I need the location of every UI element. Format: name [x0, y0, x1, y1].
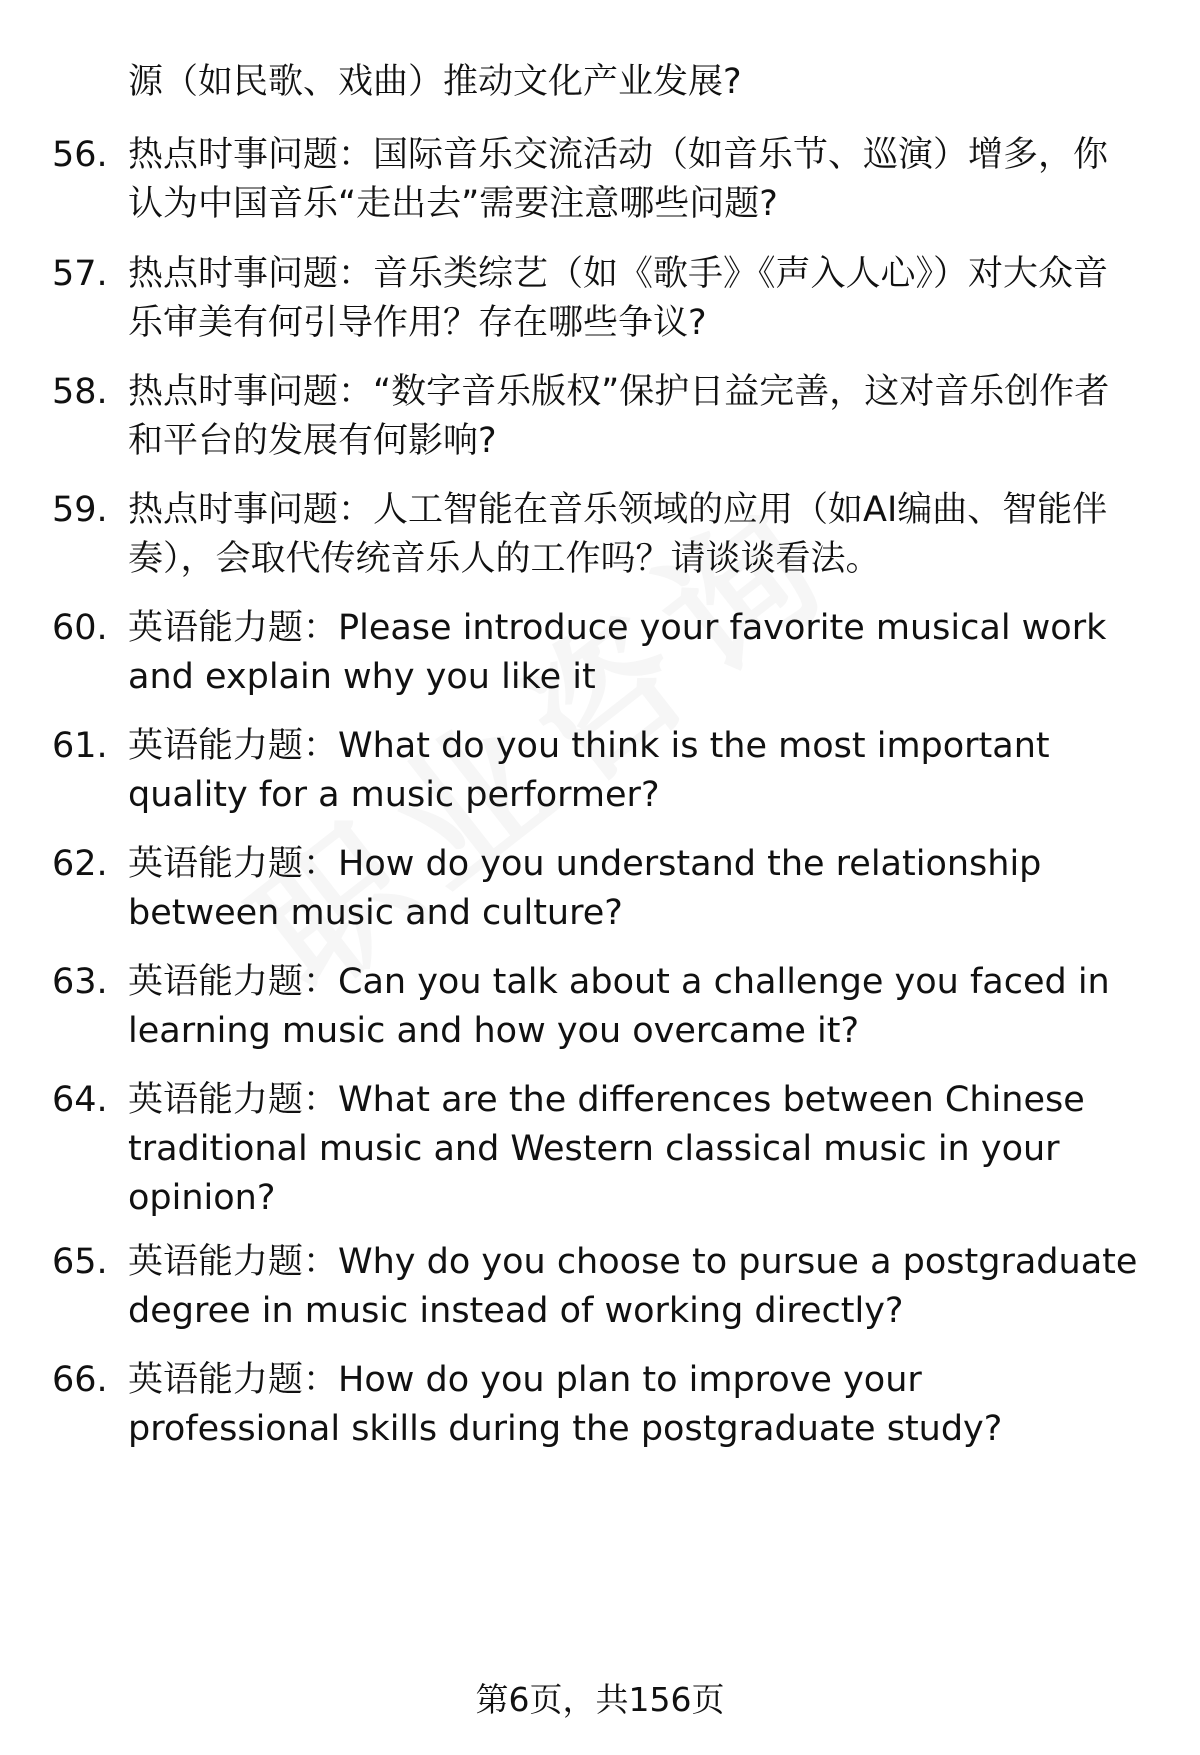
question-number: 65.: [52, 1242, 108, 1282]
continuation-text: 源（如民歌、戏曲）推动文化产业发展?: [128, 62, 742, 102]
question-text: 英语能力题：Why do you choose to pursue a postgraduate degree in music instead of working directly?: [128, 1242, 1138, 1331]
question-number: 66.: [52, 1360, 108, 1400]
page-number-footer: 第6页，共156页: [475, 1680, 725, 1719]
question-number: 63.: [52, 962, 108, 1002]
question-text: 英语能力题：What do you think is the most important quality for a music performer?: [128, 726, 1050, 815]
question-number: 62.: [52, 844, 108, 884]
question-number: 61.: [52, 726, 108, 766]
question-number: 57.: [52, 254, 108, 294]
question-number: 64.: [52, 1080, 108, 1120]
question-text: 英语能力题：Can you talk about a challenge you faced in learning music and how you overcame it?: [128, 962, 1110, 1051]
question-number: 59.: [52, 490, 108, 530]
question-number: 58.: [52, 372, 108, 412]
question-number: 60.: [52, 608, 108, 648]
question-text: 英语能力题：Please introduce your favorite musical work and explain why you like it: [128, 608, 1107, 697]
question-text: 热点时事问题：人工智能在音乐领域的应用（如AI编曲、智能伴奏），会取代传统音乐人的工作吗？请谈谈看法。: [128, 490, 1108, 579]
question-text: 热点时事问题：国际音乐交流活动（如音乐节、巡演）增多，你认为中国音乐“走出去”需要注意哪些问题?: [128, 135, 1109, 224]
question-text: 热点时事问题：“数字音乐版权”保护日益完善，这对音乐创作者和平台的发展有何影响?: [128, 372, 1110, 461]
question-text: 热点时事问题：音乐类综艺（如《歌手》《声入人心》）对大众音乐审美有何引导作用？存在哪些争议?: [128, 254, 1109, 343]
question-text: 英语能力题：What are the differences between Chinese traditional music and Western classical music in your opinion?: [128, 1080, 1085, 1218]
question-number: 56.: [52, 135, 108, 175]
question-text: 英语能力题：How do you plan to improve your professional skills during the postgraduate study?: [128, 1360, 1003, 1449]
question-text: 英语能力题：How do you understand the relationship between music and culture?: [128, 844, 1042, 933]
